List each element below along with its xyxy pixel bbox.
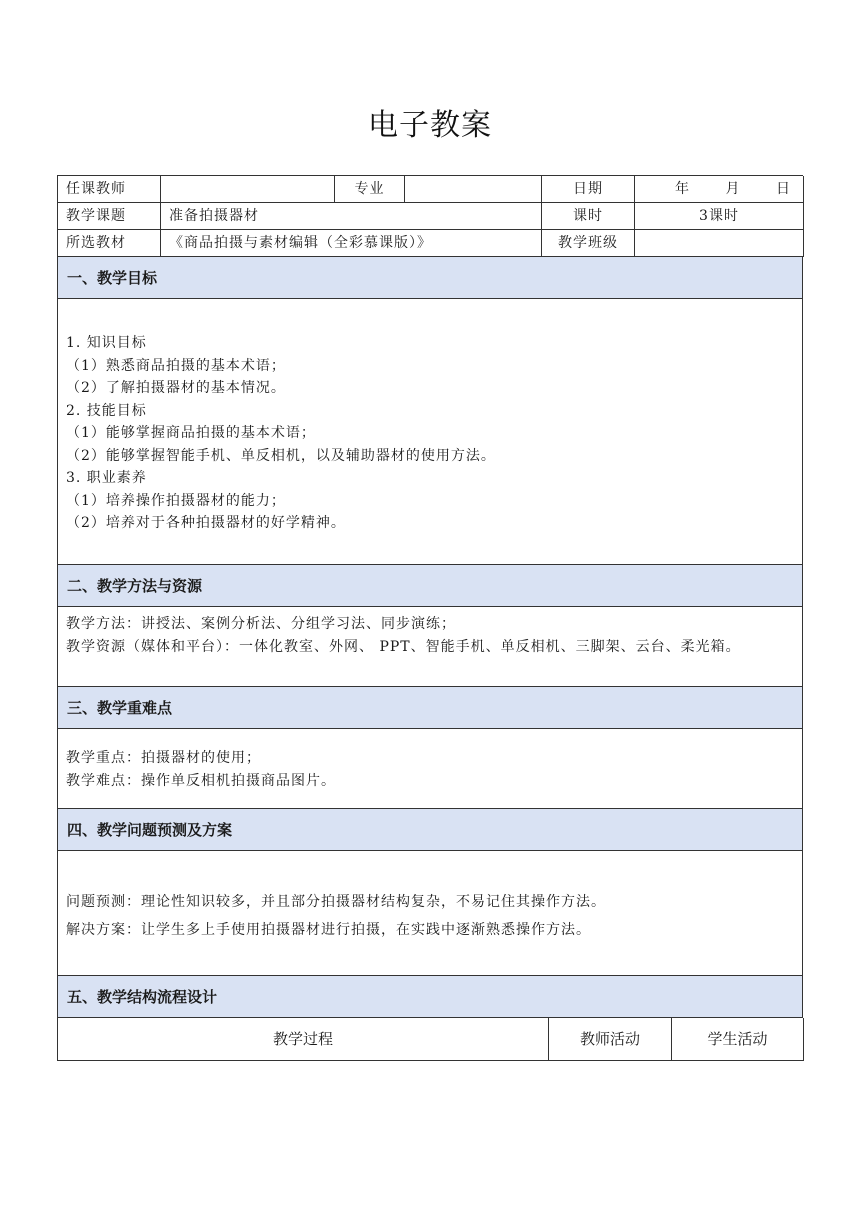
lesson-plan-table: [57, 175, 803, 1061]
date-month-label: 月: [725, 181, 741, 197]
topic-label: 教学课题: [58, 203, 161, 230]
goal-line: 2. 技能目标: [66, 402, 147, 419]
solution-line: 解决方案：让学生多上手使用拍摄器材进行拍摄，在实践中逐渐熟悉操作方法。: [66, 922, 591, 938]
column-header-process: 教学过程: [58, 1018, 549, 1061]
major-label: 专业: [335, 176, 405, 203]
textbook-value[interactable]: 《商品拍摄与素材编辑（全彩慕课版）》: [161, 230, 542, 257]
class-label: 教学班级: [542, 230, 635, 257]
keypoint-line: 教学重点：拍摄器材的使用；: [66, 750, 261, 766]
textbook-label: 所选教材: [58, 230, 161, 257]
date-year-label: 年: [675, 181, 690, 197]
column-header-teacher: 教师活动: [549, 1018, 672, 1061]
goal-line: （1）培养操作拍摄器材的能力；: [66, 492, 286, 509]
goal-line: （2）能够掌握智能手机、单反相机，以及辅助器材的使用方法。: [66, 447, 496, 464]
section-body-methods[interactable]: [57, 607, 803, 687]
info-grid: [57, 175, 803, 257]
goal-line: （1）能够掌握商品拍摄的基本术语；: [66, 425, 316, 441]
teacher-label: 任课教师: [58, 176, 161, 203]
section-body-keypoints[interactable]: [57, 729, 803, 809]
teacher-value[interactable]: [161, 176, 335, 203]
resources-line: 教学资源（媒体和平台）：一体化教室、外网、 PPT、智能手机、单反相机、三脚架、云台、柔光箱。: [66, 638, 741, 655]
methods-line: 教学方法：讲授法、案例分析法、分组学习法、同步演练；: [66, 616, 456, 632]
date-day-label: 日: [776, 181, 791, 197]
section-heading-keypoints: 三、教学重难点: [57, 687, 803, 729]
goal-line: （2）培养对于各种拍摄器材的好学精神。: [66, 515, 346, 531]
section-heading-goals: 一、教学目标: [57, 257, 803, 299]
section-body-goals[interactable]: [57, 299, 803, 565]
date-value[interactable]: [635, 176, 804, 203]
hours-label: 课时: [542, 203, 635, 230]
goal-line: （2）了解拍摄器材的基本情况。: [66, 380, 286, 396]
difficulty-line: 教学难点：操作单反相机拍摄商品图片。: [66, 772, 336, 789]
section-heading-problems: 四、教学问题预测及方案: [57, 809, 803, 851]
major-value[interactable]: [405, 176, 542, 203]
goal-line: （1）熟悉商品拍摄的基本术语；: [66, 357, 286, 374]
flow-header-row: [57, 1018, 803, 1061]
goal-line: 3. 职业素养: [66, 470, 147, 486]
class-value[interactable]: [635, 230, 804, 257]
section-heading-methods: 二、教学方法与资源: [57, 565, 803, 607]
problem-line: 问题预测：理论性知识较多，并且部分拍摄器材结构复杂，不易记住其操作方法。: [66, 894, 606, 910]
hours-value[interactable]: 3课时: [635, 203, 804, 230]
section-heading-flow: 五、教学结构流程设计: [57, 976, 803, 1018]
topic-value[interactable]: 准备拍摄器材: [161, 203, 542, 230]
column-header-student: 学生活动: [672, 1018, 804, 1061]
section-body-problems[interactable]: [57, 851, 803, 976]
date-label: 日期: [542, 176, 635, 203]
document-title: 电子教案: [368, 108, 492, 143]
goal-line: 1. 知识目标: [66, 335, 147, 351]
